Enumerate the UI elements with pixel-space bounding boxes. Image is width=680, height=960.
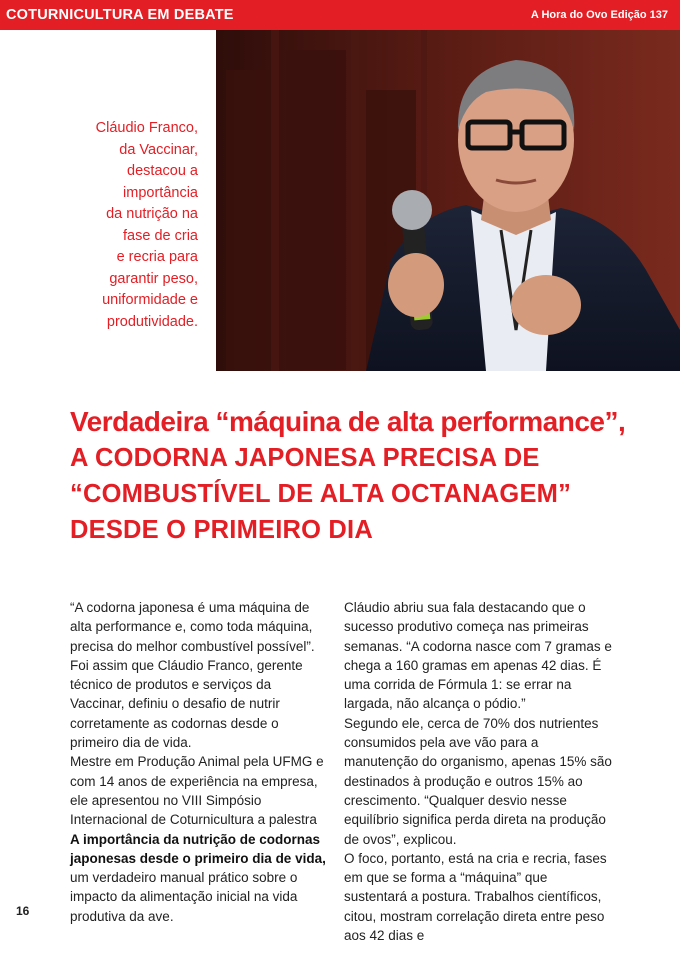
section-header-bar xyxy=(0,0,680,30)
caption-line: fase de cria xyxy=(123,227,198,244)
lecture-title: A importância da nutrição de codornas japonesas desde o primeiro dia de vida, xyxy=(70,831,326,866)
paragraph-text: um verdadeiro manual prático sobre o impacto da alimentação inicial na vida produtiva da ave. xyxy=(70,870,298,924)
paragraph: Cláudio abriu sua fala destacando que o sucesso produtivo começa nas primeiras semanas. “A codorna nasce com 7 gramas e chega a 160 gramas em apenas 42 dias. É uma corrida de Fórmula 1: se errar na largada, não alcança o pódio.” xyxy=(344,600,612,712)
speaker-illustration xyxy=(216,30,680,371)
caption-line: Cláudio Franco, xyxy=(95,120,198,136)
caption-line: garantir peso, xyxy=(109,270,198,287)
caption-line: produtividade. xyxy=(106,313,198,330)
photo-caption xyxy=(60,118,198,333)
paragraph xyxy=(70,752,326,926)
caption-line: importância xyxy=(123,184,198,201)
paragraph-text: Mestre em Produção Animal pela UFMG e com 14 anos de experiência na empresa, ele apresentou no VIII Simpósio Internacional de Coturnicultura a palestra xyxy=(70,754,324,828)
paragraph: Segundo ele, cerca de 70% dos nutrientes consumidos pela ave vão para a manutenção do organismo, apenas 15% são destinados à produção e outros 15% ao crescimento. “Qualquer desvio nesse equilíbrio significa perda direta na produção de ovos”, explicou. xyxy=(344,715,612,847)
headline-line-1: Verdadeira “máquina de alta performance”, xyxy=(70,406,626,437)
caption-line: da nutrição na xyxy=(106,206,198,222)
speaker-photo xyxy=(216,30,680,371)
caption-line: e recria para xyxy=(116,249,198,265)
page-number: 16 xyxy=(16,904,30,918)
headline-line-2: A CODORNA JAPONESA PRECISA DE xyxy=(70,444,540,472)
caption-line: destacou a xyxy=(127,163,198,179)
caption-line: uniformidade e xyxy=(102,292,198,308)
article-headline xyxy=(70,404,630,548)
article-column-2 xyxy=(344,598,614,945)
section-title: COTURNICULTURA EM DEBATE xyxy=(6,7,234,23)
headline-line-3: “COMBUSTÍVEL DE ALTA OCTANAGEM” xyxy=(70,480,572,508)
headline-line-4: DESDE O PRIMEIRO DIA xyxy=(70,516,373,544)
article-column-1 xyxy=(70,598,326,926)
paragraph: O foco, portanto, está na cria e recria, fases em que se forma a “máquina” que sustentará a postura. Trabalhos científicos, citou, mostram correlação direta entre peso aos 42 dias e xyxy=(344,850,607,944)
paragraph: “A codorna japonesa é uma máquina de alta performance e, como toda máquina, precisa do melhor combustível possível”. Foi assim que Cláudio Franco, gerente técnico de produtos e serviços da Vaccinar, definiu o desafio de nutrir corretamente as codornas desde o primeiro dia de vida. xyxy=(70,600,315,751)
caption-line: da Vaccinar, xyxy=(119,141,198,158)
edition-label: A Hora do Ovo Edição 137 xyxy=(530,9,668,21)
